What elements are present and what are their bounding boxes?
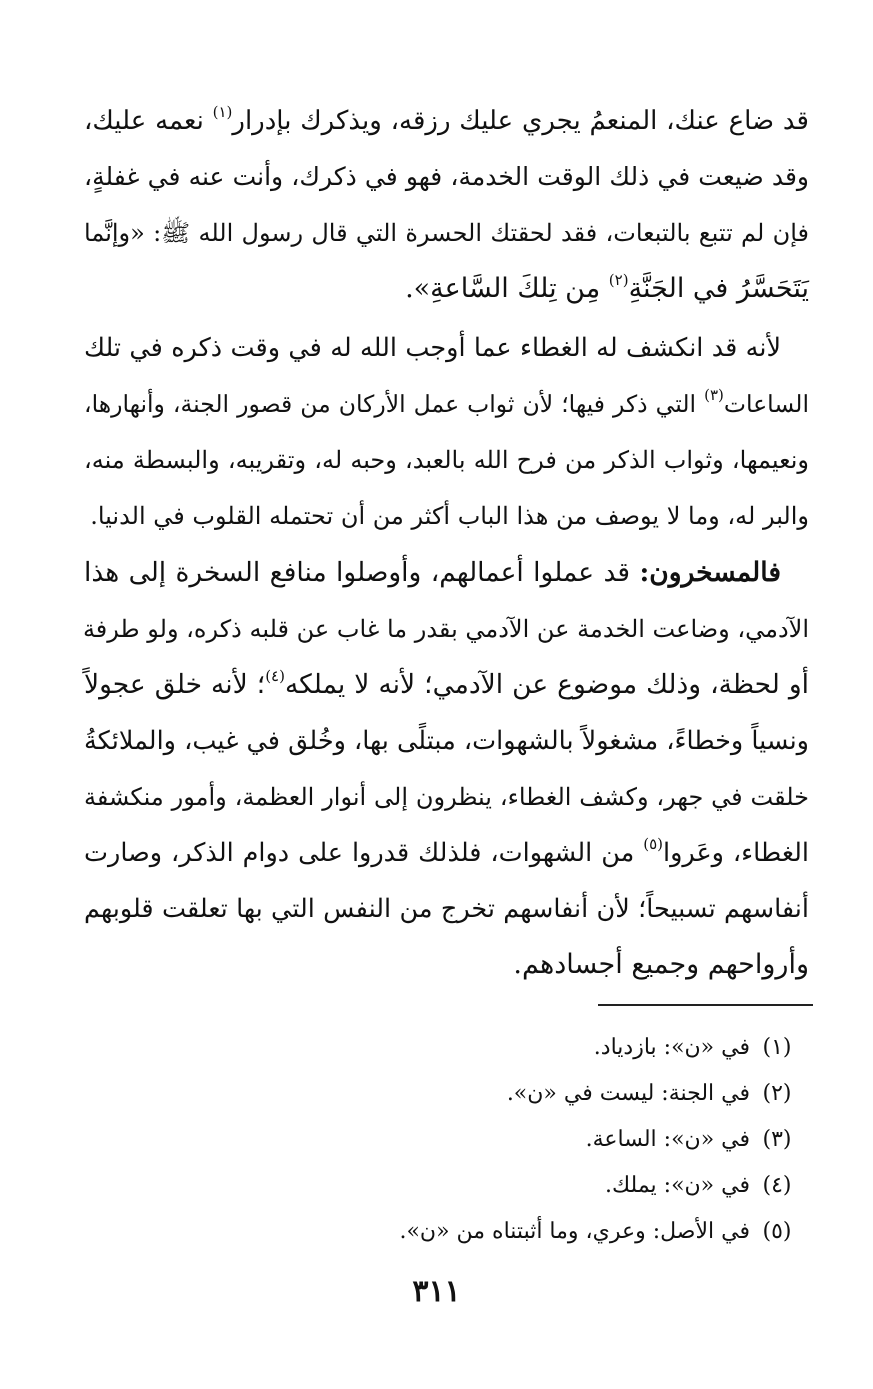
text-run: قد ضاع عنك، المنعمُ يجري عليك رزقه، ويذكرك بإدرار: [232, 106, 809, 136]
footnote-4: [605, 1164, 796, 1208]
footnote-number: (٥): [762, 1219, 792, 1244]
text-line: [84, 827, 809, 879]
footnote-text: في «ن»: يملك.: [605, 1173, 750, 1198]
footnote-2: [507, 1072, 796, 1116]
page-number: ٣١١: [412, 1274, 461, 1309]
text-line: [84, 378, 809, 430]
text-run: والبر له، وما لا يوصف من هذا الباب أكثر من أن تحتمله القلوب في الدنيا.: [90, 502, 809, 530]
footnote-5: [399, 1210, 796, 1254]
footnote-text: في «ن»: بازدياد.: [593, 1035, 750, 1060]
footnote-ref-2[interactable]: (٢): [608, 271, 629, 289]
lead-term: فالمسخرون:: [639, 557, 781, 588]
footnote-ref-5[interactable]: (٥): [643, 835, 663, 853]
text-run: خلقت في جهر، وكشف الغطاء، ينظرون إلى أنوار العظمة، وأمور منكشفة: [84, 783, 809, 811]
text-run: أنفاسهم تسبيحاً؛ لأن أنفاسهم تخرج من النفس التي بها تعلقت قلوبهم: [84, 894, 809, 924]
text-run: التي ذكر فيها؛ لأن ثواب عمل الأركان من قصور الجنة، وأنهارها،: [84, 390, 705, 418]
text-line: [84, 547, 809, 599]
text-line: [84, 207, 809, 259]
text-line: [84, 263, 809, 315]
text-run: نعمه عليك،: [84, 106, 213, 136]
footnote-number: (٣): [762, 1127, 792, 1152]
text-run: ونسياً وخطاءً، مشغولاً بالشهوات، مبتلًى بها، وخُلق في غيب، والملائكةُ: [84, 726, 809, 756]
text-run: ونعيمها، وثواب الذكر من فرح الله بالعبد، وحبه له، وتقريبه، والبسطة منه،: [84, 446, 809, 474]
footnote-1: [594, 1026, 796, 1070]
text-line: [84, 771, 809, 823]
footnote-number: (٤): [762, 1173, 792, 1198]
footnote-number: (٢): [762, 1081, 792, 1106]
text-line: [84, 434, 809, 486]
text-line: [84, 603, 809, 655]
text-run: وأرواحهم وجميع أجسادهم.: [513, 949, 809, 980]
text-run: لأنه قد انكشف له الغطاء عما أوجب الله له في وقت ذكره في تلك: [84, 333, 781, 363]
footnote-text: في «ن»: الساعة.: [585, 1127, 750, 1152]
text-line: [84, 95, 809, 147]
text-line: [84, 883, 809, 935]
text-line: [84, 939, 809, 991]
footnote-number: (١): [762, 1035, 792, 1060]
footnote-3: [586, 1118, 796, 1162]
footnote-ref-3[interactable]: (٣): [704, 386, 724, 404]
text-run: الغطاء، وعَروا: [662, 838, 809, 868]
text-run: يَتَحَسَّرُ في الجَنَّةِ: [628, 273, 809, 304]
footnote-ref-1[interactable]: (١): [212, 103, 233, 121]
footnote-text: في الجنة: ليست في «ن».: [506, 1081, 750, 1106]
text-line: [84, 322, 809, 374]
text-run: قد عملوا أعمالهم، وأوصلوا منافع السخرة إلى هذا: [84, 557, 640, 588]
text-run: ؛ لأنه خلق عجولاً: [84, 669, 266, 700]
text-line: [84, 659, 809, 711]
footnote-ref-4[interactable]: (٤): [265, 667, 285, 685]
text-line: [84, 715, 809, 767]
text-run: مِن تِلكَ السَّاعةِ».: [405, 273, 609, 304]
text-run: الآدمي، وضاعت الخدمة عن الآدمي بقدر ما غاب عن قلبه ذكره، ولو طرفة: [82, 615, 809, 643]
text-line: [84, 490, 809, 542]
text-run: الساعات: [723, 390, 809, 418]
text-run: من الشهوات، فلذلك قدروا على دوام الذكر، وصارت: [84, 838, 644, 868]
text-run: فإن لم تتبع بالتبعات، فقد لحقتك الحسرة التي قال رسول الله ﷺ: «وإنَّما: [84, 219, 809, 247]
text-run: وقد ضيعت في ذلك الوقت الخدمة، فهو في ذكرك، وأنت عنه في غفلةٍ،: [84, 162, 809, 191]
text-line: [84, 151, 809, 203]
footnote-divider: [598, 1004, 813, 1006]
text-run: أو لحظة، وذلك موضوع عن الآدمي؛ لأنه لا يملكه: [284, 669, 809, 700]
footnote-text: في الأصل: وعري، وما أثبتناه من «ن».: [399, 1219, 750, 1244]
